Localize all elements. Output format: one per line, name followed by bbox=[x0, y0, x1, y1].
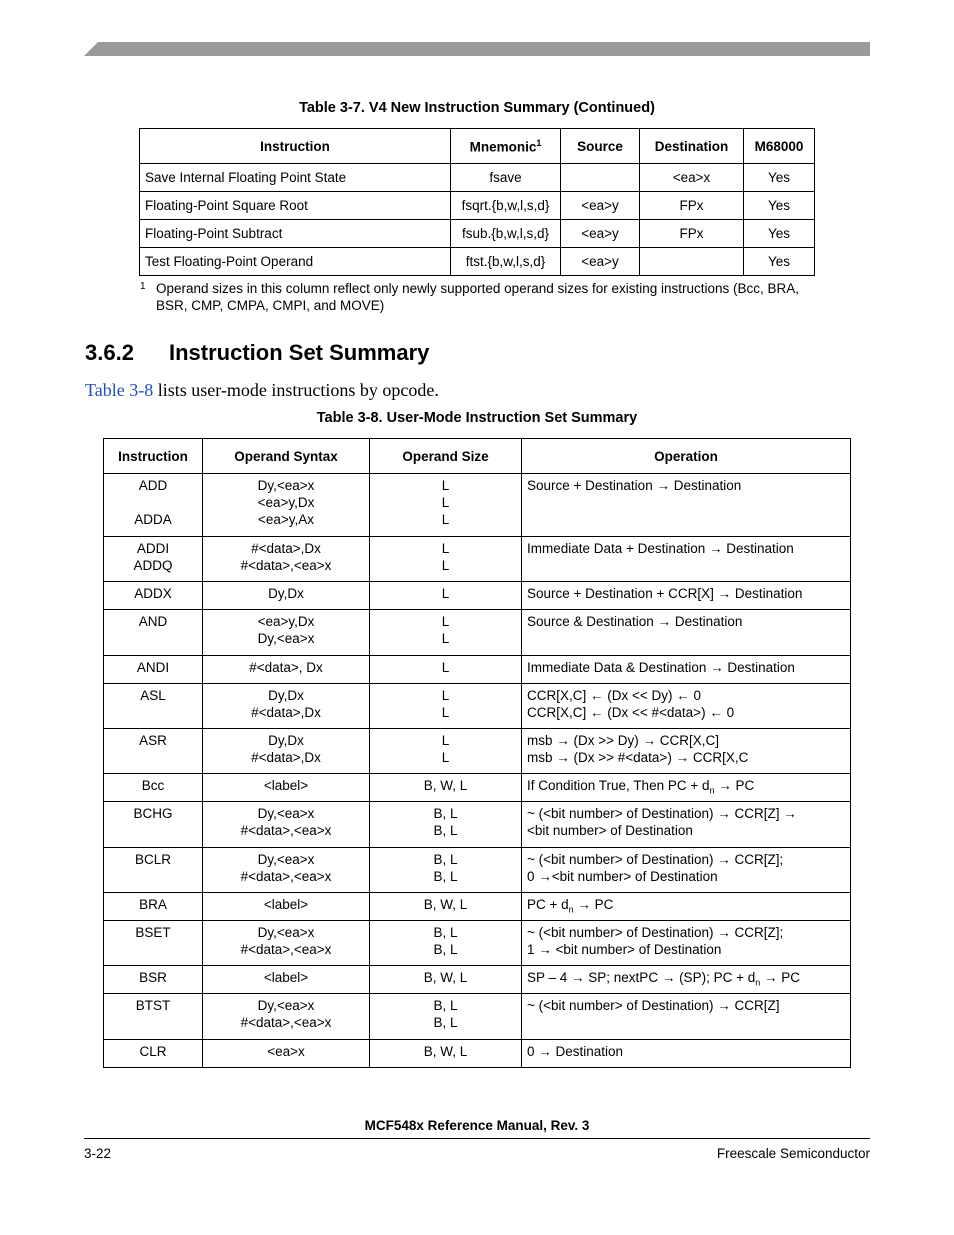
table-row bbox=[104, 966, 851, 994]
table-header-row bbox=[140, 129, 815, 164]
table-cell: fsqrt.{b,w,l,s,d} bbox=[451, 192, 561, 220]
column-header-source: Source bbox=[561, 129, 640, 164]
table-row bbox=[104, 684, 851, 729]
table-3-7-caption: Table 3-7. V4 New Instruction Summary (Continued) bbox=[299, 100, 655, 116]
table-cell-instr: BSR bbox=[104, 966, 203, 994]
table-cell: Floating-Point Square Root bbox=[140, 192, 451, 220]
company-name: Freescale Semiconductor bbox=[716, 1146, 870, 1161]
table-cell-instr: ADDI ADDQ bbox=[104, 537, 203, 582]
table-cell-instr: AND bbox=[104, 610, 203, 656]
table-cell-syntax: <label> bbox=[203, 774, 370, 802]
page-number: 3-22 bbox=[84, 1146, 112, 1161]
table-cell-syntax: #<data>,Dx #<data>,<ea>x bbox=[203, 537, 370, 582]
table-cell bbox=[561, 164, 640, 192]
table-cell-syntax: #<data>, Dx bbox=[203, 656, 370, 684]
table-cell: <ea>y bbox=[561, 192, 640, 220]
table-row bbox=[104, 474, 851, 537]
table-row bbox=[104, 610, 851, 656]
table-cell-size: B, W, L bbox=[370, 966, 522, 994]
table-cell-instr: BSET bbox=[104, 921, 203, 966]
table-cell-syntax: <ea>x bbox=[203, 1040, 370, 1068]
table-row bbox=[140, 248, 815, 276]
table-cell-syntax: Dy,<ea>x #<data>,<ea>x bbox=[203, 921, 370, 966]
table-cell-op: ~ (<bit number> of Destination) → CCR[Z]; 1 → <bit number> of Destination bbox=[522, 921, 851, 966]
table-row bbox=[140, 192, 815, 220]
table-cell-size: B, L B, L bbox=[370, 994, 522, 1040]
table-cell-op: msb → (Dx >> Dy) → CCR[X,C] msb → (Dx >> #<data>) → CCR[X,C bbox=[522, 729, 851, 774]
column-header-operation: Operation bbox=[522, 439, 851, 474]
table-cell-syntax: Dy,<ea>x #<data>,<ea>x bbox=[203, 994, 370, 1040]
table-cell-syntax: Dy,<ea>x #<data>,<ea>x bbox=[203, 848, 370, 893]
table-row bbox=[104, 537, 851, 582]
table-cell: fsub.{b,w,l,s,d} bbox=[451, 220, 561, 248]
column-header-operand-syntax: Operand Syntax bbox=[203, 439, 370, 474]
table-row bbox=[104, 582, 851, 610]
table-row bbox=[104, 893, 851, 921]
table-cell-syntax: Dy,Dx bbox=[203, 582, 370, 610]
table-3-8-caption: Table 3-8. User-Mode Instruction Set Summary bbox=[316, 410, 638, 426]
table-cell-op: 0 → Destination bbox=[522, 1040, 851, 1068]
table-cell-size: B, W, L bbox=[370, 1040, 522, 1068]
table-cell-op: If Condition True, Then PC + $d_n$ → PC bbox=[522, 774, 851, 802]
table-cell: Yes bbox=[744, 192, 815, 220]
table-cell-instr: BCHG bbox=[104, 802, 203, 848]
table-cell-size: B, W, L bbox=[370, 774, 522, 802]
table-cell: Yes bbox=[744, 220, 815, 248]
table-cell-instr: Bcc bbox=[104, 774, 203, 802]
table-cell: Yes bbox=[744, 164, 815, 192]
column-header-m68000: M68000 bbox=[744, 129, 815, 164]
table-3-7 bbox=[139, 128, 815, 276]
table-cell-size: B, W, L bbox=[370, 893, 522, 921]
table-row bbox=[104, 729, 851, 774]
table-cell-syntax: Dy,Dx #<data>,Dx bbox=[203, 684, 370, 729]
table-cell: Save Internal Floating Point State bbox=[140, 164, 451, 192]
table-cell-instr: BCLR bbox=[104, 848, 203, 893]
table-cell: Yes bbox=[744, 248, 815, 276]
table-row bbox=[104, 802, 851, 848]
column-header-instruction: Instruction bbox=[104, 439, 203, 474]
table-cell-size: L bbox=[370, 656, 522, 684]
table-3-8-link[interactable]: Table 3-8 bbox=[85, 380, 154, 400]
section-heading bbox=[85, 340, 429, 366]
table-cell-syntax: Dy,Dx #<data>,Dx bbox=[203, 729, 370, 774]
table-cell-size: L L bbox=[370, 537, 522, 582]
table-cell-op: PC + $d_n$ → PC bbox=[522, 893, 851, 921]
header-bar bbox=[84, 42, 870, 56]
table-cell-size: L L bbox=[370, 729, 522, 774]
table-cell-op: ~ (<bit number> of Destination) → CCR[Z]; 0 →<bit number> of Destination bbox=[522, 848, 851, 893]
table-cell-op: Immediate Data & Destination → Destination bbox=[522, 656, 851, 684]
table-cell-op: ~ (<bit number> of Destination) → CCR[Z] → <bit number> of Destination bbox=[522, 802, 851, 848]
table-cell: FPx bbox=[640, 192, 744, 220]
table-cell-instr: ADDX bbox=[104, 582, 203, 610]
table-cell-op: Source + Destination + CCR[X] → Destination bbox=[522, 582, 851, 610]
section-number: 3.6.2 bbox=[85, 340, 134, 365]
table-cell-instr: BRA bbox=[104, 893, 203, 921]
table-row bbox=[140, 164, 815, 192]
table-cell-syntax: Dy,<ea>x #<data>,<ea>x bbox=[203, 802, 370, 848]
table-cell: <ea>y bbox=[561, 248, 640, 276]
table-row bbox=[104, 774, 851, 802]
table-row bbox=[104, 848, 851, 893]
table-cell-size: B, L B, L bbox=[370, 921, 522, 966]
footer-divider bbox=[84, 1138, 870, 1139]
table-header-row bbox=[104, 439, 851, 474]
table-cell-syntax: <ea>y,Dx Dy,<ea>x bbox=[203, 610, 370, 656]
table-cell-op: Source & Destination → Destination bbox=[522, 610, 851, 656]
table-row bbox=[104, 921, 851, 966]
table-cell: <ea>y bbox=[561, 220, 640, 248]
table-cell-instr: ANDI bbox=[104, 656, 203, 684]
intro-paragraph: Table 3-8 lists user-mode instructions by opcode. bbox=[85, 380, 439, 400]
table-row bbox=[140, 220, 815, 248]
table-cell-instr: ASL bbox=[104, 684, 203, 729]
table-cell-op: Source + Destination → Destination bbox=[522, 474, 851, 537]
table-cell-size: B, L B, L bbox=[370, 802, 522, 848]
table-cell-instr: ASR bbox=[104, 729, 203, 774]
table-cell: fsave bbox=[451, 164, 561, 192]
table-cell: <ea>x bbox=[640, 164, 744, 192]
column-header-mnemonic: Mnemonic$^1$ bbox=[451, 129, 561, 164]
table-cell-op: CCR[X,C] ← (Dx << Dy) ← 0 CCR[X,C] ← (Dx << #<data>) ← 0 bbox=[522, 684, 851, 729]
table-cell: Floating-Point Subtract bbox=[140, 220, 451, 248]
table-row bbox=[104, 656, 851, 684]
footer-title: MCF548x Reference Manual, Rev. 3 bbox=[364, 1118, 590, 1133]
table-cell-op: SP – 4 → SP; nextPC → (SP); PC + $d_n$ → PC bbox=[522, 966, 851, 994]
table-cell-syntax: <label> bbox=[203, 893, 370, 921]
table-cell-op: Immediate Data + Destination → Destination bbox=[522, 537, 851, 582]
table-cell-size: L L bbox=[370, 610, 522, 656]
column-header-instruction: Instruction bbox=[140, 129, 451, 164]
table-3-8 bbox=[103, 438, 851, 1068]
table-cell: Test Floating-Point Operand bbox=[140, 248, 451, 276]
table-3-7-footnote: 1 Operand sizes in this column reflect only newly supported operand sizes for existing instructions (Bcc, BRA, BSR, CMP, CMPA, CMPI, and MOVE) bbox=[140, 281, 800, 313]
table-cell-syntax: <label> bbox=[203, 966, 370, 994]
table-cell: FPx bbox=[640, 220, 744, 248]
column-header-operand-size: Operand Size bbox=[370, 439, 522, 474]
table-cell-size: L bbox=[370, 582, 522, 610]
table-cell-instr: ADD ADDA bbox=[104, 474, 203, 537]
table-row bbox=[104, 994, 851, 1040]
table-cell: ftst.{b,w,l,s,d} bbox=[451, 248, 561, 276]
column-header-destination: Destination bbox=[640, 129, 744, 164]
section-title: Instruction Set Summary bbox=[169, 340, 430, 365]
table-cell-size: L L L bbox=[370, 474, 522, 537]
table-cell-size: L L bbox=[370, 684, 522, 729]
table-cell-op: ~ (<bit number> of Destination) → CCR[Z] bbox=[522, 994, 851, 1040]
table-cell-instr: CLR bbox=[104, 1040, 203, 1068]
table-row bbox=[104, 1040, 851, 1068]
table-cell-size: B, L B, L bbox=[370, 848, 522, 893]
table-cell-syntax: Dy,<ea>x <ea>y,Dx <ea>y,Ax bbox=[203, 474, 370, 537]
table-cell bbox=[640, 248, 744, 276]
table-cell-instr: BTST bbox=[104, 994, 203, 1040]
